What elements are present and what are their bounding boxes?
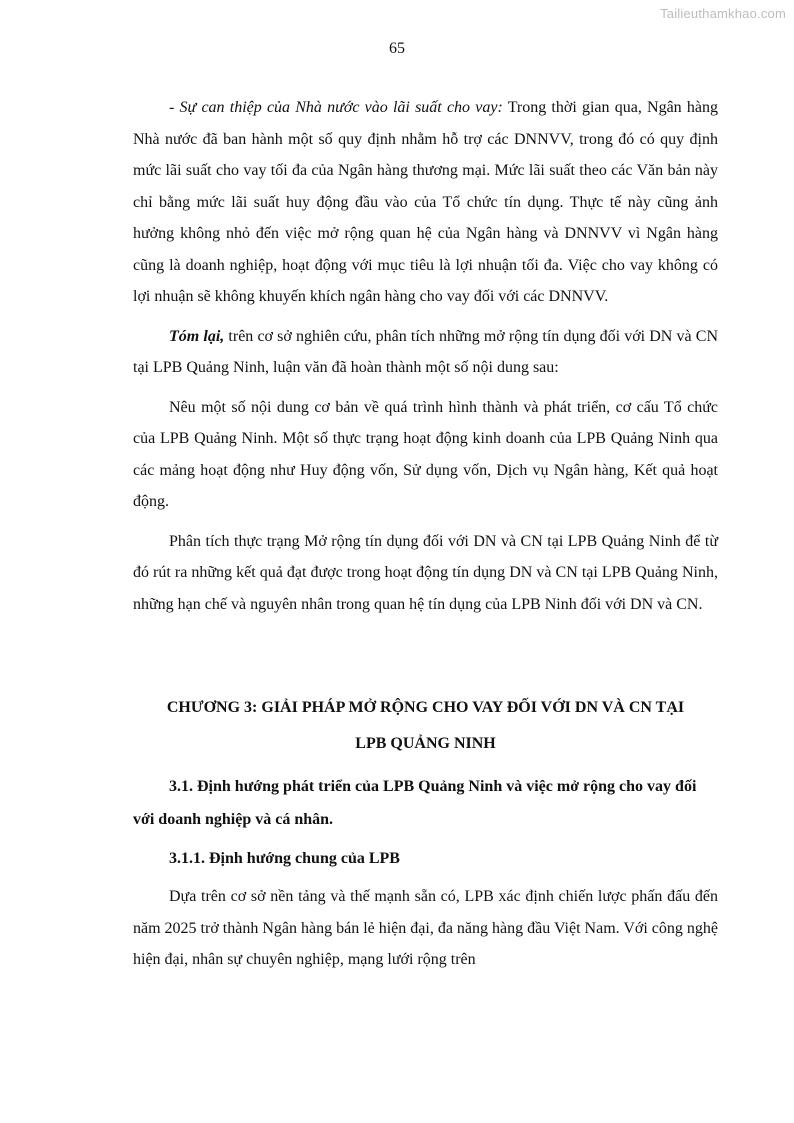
paragraph-text: Trong thời gian qua, Ngân hàng Nhà nước đã ban hành một số quy định nhằm hỗ trợ các DNNVV, trong đó có quy định mức lãi suất cho vay tối đa của Ngân hàng thương mại. Mức lãi suất theo các Văn bản này chỉ bằng mức lãi suất huy động đầu vào của Tổ chức tín dụng. Thực tế này cũng ảnh hưởng không nhỏ đến việc mở rộng quan hệ của Ngân hàng và DNNVV vì Ngân hàng cũng là doanh nghiệp, hoạt động với mục tiêu là lợi nhuận tối đa. Việc cho vay không có lợi nhuận sẽ không khuyến khích ngân hàng cho vay đối với các DNNVV. (133, 99, 718, 305)
paragraph-overview: Nêu một số nội dung cơ bản về quá trình hình thành và phát triển, cơ cấu Tổ chức của LPB Quảng Ninh. Một số thực trạng hoạt động kinh doanh của LPB Quảng Ninh qua các mảng hoạt động như Huy động vốn, Sử dụng vốn, Dịch vụ Ngân hàng, Kết quả hoạt động. (133, 398, 718, 510)
paragraph-strategy: Dựa trên cơ sở nền tảng và thế mạnh sẵn có, LPB xác định chiến lược phấn đấu đến năm 2025 trở thành Ngân hàng bán lẻ hiện đại, đa năng hàng đầu Việt Nam. Với công nghệ hiện đại, nhân sự chuyên nghiệp, mạng lưới rộng trên (133, 888, 719, 968)
page-number: 65 (389, 40, 405, 57)
section-heading-3-1-1: 3.1.1. Định hướng chung của LPB (169, 850, 400, 867)
section-heading-3-1: 3.1. Định hướng phát triển của LPB Quảng Ninh và việc mở rộng cho vay đối với doanh nghiệp và cá nhân. (133, 778, 697, 828)
paragraph-analysis: Phân tích thực trạng Mở rộng tín dụng đối với DN và CN tại LPB Quảng Ninh để từ đó rút ra những kết quả đạt được trong hoạt động tín dụng DN và CN tại LPB Quảng Ninh, những hạn chế và nguyên nhân trong quan hệ tín dụng của LPB Ninh đối với DN và CN. (133, 532, 718, 613)
paragraph-lead-italic: - Sự can thiệp của Nhà nước vào lãi suất cho vay: (169, 99, 503, 116)
paragraph-state-intervention (133, 92, 718, 313)
watermark-text: Tailieuthamkhao.com (660, 6, 786, 21)
paragraph-lead-bold-italic: Tóm lại, (169, 327, 225, 345)
document-body (133, 92, 718, 984)
chapter-heading-line-1: CHƯƠNG 3: GIẢI PHÁP MỞ RỘNG CHO VAY ĐỐI VỚI DN VÀ CN TẠI (166, 699, 685, 716)
paragraph-text: trên cơ sở nghiên cứu, phân tích những mở rộng tín dụng đối với DN và CN tại LPB Quảng Ninh, luận văn đã hoàn thành một số nội dung sau: (133, 327, 719, 376)
chapter-heading (133, 690, 718, 762)
paragraph-summary (133, 321, 718, 384)
chapter-heading-line-2: LPB QUẢNG NINH (355, 735, 496, 752)
